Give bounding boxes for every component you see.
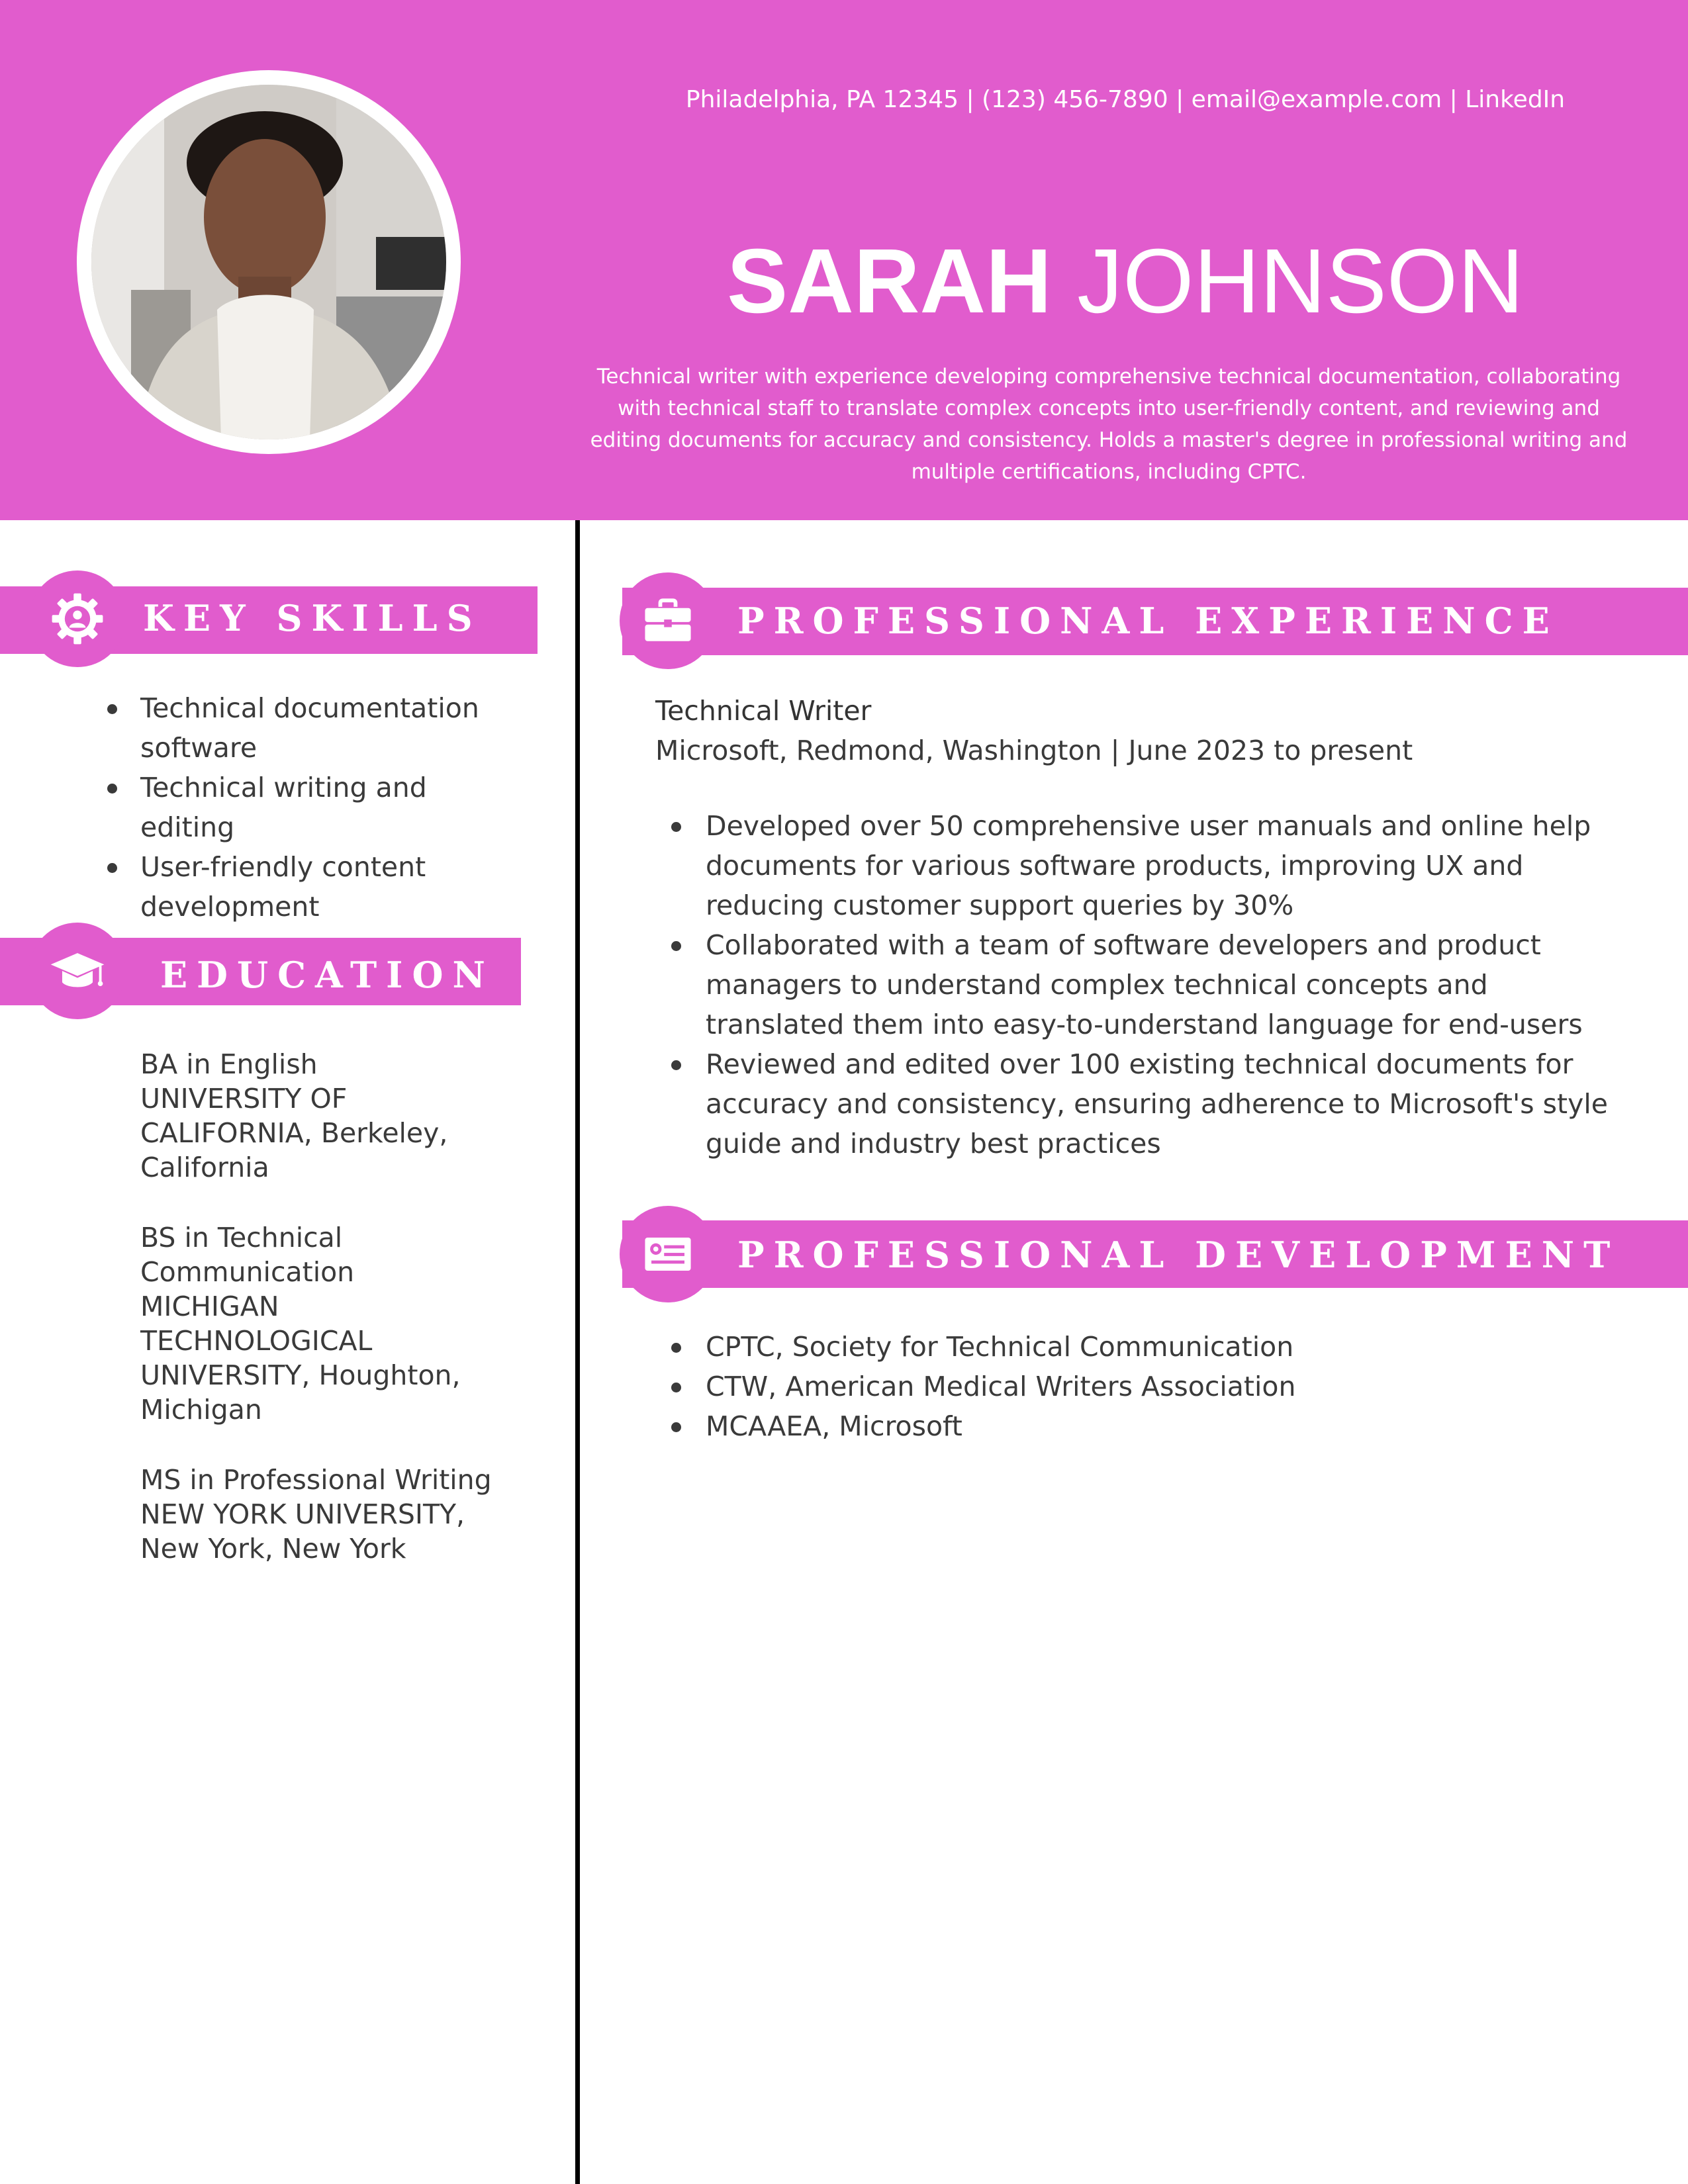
list-item: MCAAEA, Microsoft [706, 1406, 1619, 1446]
job-title: Technical Writer [655, 695, 872, 727]
list-item: Technical documentation software [140, 688, 511, 768]
key-skills-list [140, 688, 511, 927]
list-item: Technical writing and editing [140, 768, 511, 847]
education-entry [140, 1220, 511, 1427]
list-item: Reviewed and edited over 100 existing technical documents for accuracy and consistency, ensuring adherence to Microsoft's style guide and industry best practices [706, 1044, 1619, 1163]
first-name: SARAH [727, 230, 1052, 332]
candidate-name [635, 232, 1615, 331]
experience-title: PROFESSIONAL EXPERIENCE [737, 600, 1559, 642]
degree: BA in English [140, 1048, 318, 1080]
school: UNIVERSITY OF CALIFORNIA, Berkeley, California [140, 1083, 448, 1183]
education-title: EDUCATION [160, 954, 494, 996]
development-title: PROFESSIONAL DEVELOPMENT [737, 1234, 1620, 1276]
education-entry [140, 1047, 511, 1185]
graduation-cap-icon [29, 923, 126, 1019]
professional-summary: Technical writer with experience developing comprehensive technical documentation, collaborating with technical staff to translate complex concepts into user-friendly content, and reviewing and editing documents for accuracy and consistency. Holds a master's degree in professional writing and multiple certifications, including CPTC. [590, 365, 1628, 484]
key-skills-title: KEY SKILLS [143, 597, 482, 639]
certificate-icon [620, 1206, 716, 1302]
list-item: User-friendly content development [140, 847, 511, 927]
degree: MS in Professional Writing [140, 1464, 492, 1496]
development-list [706, 1327, 1619, 1446]
list-item: CTW, American Medical Writers Association [706, 1367, 1619, 1406]
list-item: Developed over 50 comprehensive user manuals and online help documents for various software products, improving UX and reducing customer support queries by 30% [706, 806, 1619, 925]
school: NEW YORK UNIVERSITY, New York, New York [140, 1498, 465, 1565]
profile-photo [91, 85, 446, 439]
column-divider [575, 520, 580, 2184]
list-item: Collaborated with a team of software developers and product managers to understand complex technical concepts and translated them into easy-to-understand language for end-users [706, 925, 1619, 1044]
education-entry [140, 1463, 511, 1566]
degree: BS in Technical Communication [140, 1222, 355, 1288]
school: MICHIGAN TECHNOLOGICAL UNIVERSITY, Houghton, Michigan [140, 1291, 461, 1426]
job-company-dates: Microsoft, Redmond, Washington | June 2023 to present [655, 735, 1413, 766]
profile-photo-frame [77, 70, 461, 454]
gear-person-icon [29, 570, 126, 667]
last-name: JOHNSON [1077, 230, 1524, 332]
experience-bullets [706, 806, 1619, 1163]
contact-line: Philadelphia, PA 12345 | (123) 456-7890 | email@example.com | LinkedIn [685, 86, 1566, 113]
briefcase-icon [620, 572, 716, 669]
list-item: CPTC, Society for Technical Communication [706, 1327, 1619, 1367]
header-banner [0, 0, 1688, 520]
